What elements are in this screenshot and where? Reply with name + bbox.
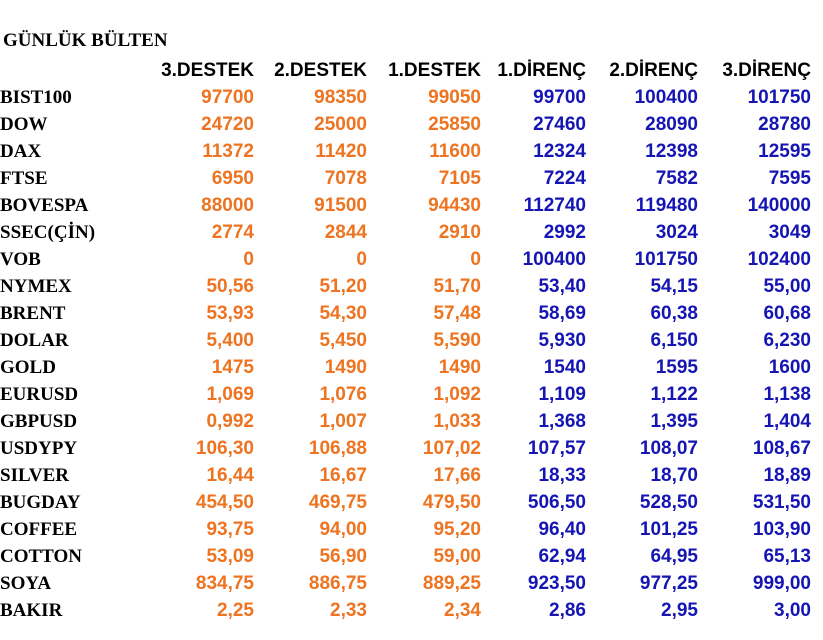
table-row (0, 462, 811, 489)
resistance-1-value: 27460 (533, 114, 586, 135)
support-2-value: 2,33 (330, 600, 367, 621)
support-2-value: 56,90 (319, 546, 367, 567)
support-2-value: 16,67 (319, 465, 367, 486)
header-row (0, 57, 811, 84)
resistance-3-value: 108,67 (752, 438, 811, 459)
levels-table (0, 57, 811, 624)
resistance-3-value: 65,13 (763, 546, 811, 567)
resistance-3-value: 3049 (768, 222, 811, 243)
support-3-value: 53,93 (206, 303, 254, 324)
page-title: GÜNLÜK BÜLTEN (3, 30, 168, 51)
resistance-2-value: 3024 (655, 222, 698, 243)
resistance-2-value: 18,70 (650, 465, 698, 486)
resistance-2-value: 108,07 (639, 438, 698, 459)
table-row (0, 138, 811, 165)
support-3-value: 16,44 (206, 465, 254, 486)
header-resistance-3: 3.DİRENÇ (722, 60, 811, 81)
resistance-3-value: 531,50 (752, 492, 811, 513)
instrument-name: NYMEX (0, 276, 72, 297)
support-2-value: 94,00 (319, 519, 367, 540)
instrument-name: DAX (0, 141, 42, 162)
table-row (0, 381, 811, 408)
instrument-name: GBPUSD (0, 411, 78, 432)
support-3-value: 834,75 (195, 573, 254, 594)
resistance-2-value: 64,95 (650, 546, 698, 567)
instrument-name: VOB (0, 249, 41, 270)
header-resistance-1: 1.DİRENÇ (497, 60, 586, 81)
resistance-3-value: 1,138 (763, 384, 811, 405)
resistance-3-value: 18,89 (763, 465, 811, 486)
resistance-1-value: 2992 (543, 222, 586, 243)
support-2-value: 7078 (324, 168, 367, 189)
support-1-value: 1,092 (433, 384, 481, 405)
resistance-3-value: 3,00 (774, 600, 811, 621)
support-3-value: 53,09 (206, 546, 254, 567)
resistance-2-value: 101750 (634, 249, 698, 270)
resistance-2-value: 6,150 (650, 330, 698, 351)
header-support-2: 2.DESTEK (274, 60, 367, 81)
table-row (0, 570, 811, 597)
resistance-3-value: 102400 (747, 249, 811, 270)
resistance-1-value: 1,109 (538, 384, 586, 405)
resistance-3-value: 999,00 (752, 573, 811, 594)
table-row (0, 219, 811, 246)
resistance-2-value: 100400 (634, 87, 698, 108)
instrument-name: DOW (0, 114, 48, 135)
table-row (0, 354, 811, 381)
instrument-name: BRENT (0, 303, 66, 324)
resistance-1-value: 18,33 (538, 465, 586, 486)
support-3-value: 6950 (211, 168, 254, 189)
instrument-name: SOYA (0, 573, 52, 594)
support-3-value: 0,992 (206, 411, 254, 432)
resistance-3-value: 140000 (747, 195, 811, 216)
resistance-2-value: 977,25 (639, 573, 698, 594)
resistance-1-value: 1,368 (538, 411, 586, 432)
support-2-value: 886,75 (308, 573, 367, 594)
support-1-value: 57,48 (433, 303, 481, 324)
resistance-1-value: 2,86 (549, 600, 586, 621)
support-3-value: 1475 (211, 357, 254, 378)
table-row (0, 435, 811, 462)
support-3-value: 50,56 (206, 276, 254, 297)
resistance-2-value: 2,95 (661, 600, 698, 621)
resistance-3-value: 1600 (768, 357, 811, 378)
support-3-value: 5,400 (206, 330, 254, 351)
resistance-1-value: 53,40 (538, 276, 586, 297)
table-row (0, 300, 811, 327)
support-2-value: 1,076 (319, 384, 367, 405)
support-1-value: 17,66 (433, 465, 481, 486)
resistance-2-value: 119480 (635, 195, 698, 216)
resistance-2-value: 28090 (645, 114, 698, 135)
resistance-2-value: 101,25 (639, 519, 698, 540)
table-row (0, 408, 811, 435)
support-1-value: 25850 (428, 114, 481, 135)
resistance-2-value: 528,50 (639, 492, 698, 513)
support-1-value: 11600 (429, 141, 481, 162)
table-row (0, 489, 811, 516)
support-2-value: 469,75 (308, 492, 367, 513)
support-3-value: 454,50 (195, 492, 254, 513)
table-row (0, 273, 811, 300)
resistance-2-value: 54,15 (650, 276, 698, 297)
instrument-name: SILVER (0, 465, 70, 486)
support-3-value: 1,069 (206, 384, 254, 405)
instrument-name: BOVESPA (0, 195, 89, 216)
resistance-2-value: 7582 (655, 168, 698, 189)
resistance-2-value: 1595 (655, 357, 698, 378)
resistance-1-value: 58,69 (538, 303, 586, 324)
instrument-name: COFFEE (0, 519, 78, 540)
support-1-value: 0 (470, 249, 481, 270)
resistance-3-value: 1,404 (763, 411, 811, 432)
resistance-2-value: 1,122 (650, 384, 698, 405)
support-1-value: 51,70 (433, 276, 481, 297)
resistance-1-value: 96,40 (538, 519, 586, 540)
table-row (0, 111, 811, 138)
resistance-1-value: 923,50 (527, 573, 586, 594)
support-1-value: 889,25 (422, 573, 481, 594)
resistance-1-value: 112740 (523, 195, 586, 216)
support-1-value: 7105 (438, 168, 481, 189)
resistance-1-value: 1540 (543, 357, 586, 378)
instrument-name: USDYPY (0, 438, 78, 459)
resistance-2-value: 12398 (645, 141, 698, 162)
resistance-2-value: 60,38 (650, 303, 698, 324)
instrument-name: COTTON (0, 546, 83, 567)
support-3-value: 2,25 (217, 600, 254, 621)
resistance-3-value: 55,00 (763, 276, 811, 297)
support-2-value: 0 (356, 249, 367, 270)
support-2-value: 5,450 (319, 330, 367, 351)
table-row (0, 516, 811, 543)
support-2-value: 51,20 (319, 276, 367, 297)
table-row (0, 543, 811, 570)
resistance-3-value: 12595 (758, 141, 811, 162)
support-2-value: 11420 (315, 141, 367, 162)
support-1-value: 107,02 (422, 438, 481, 459)
support-1-value: 94430 (428, 195, 481, 216)
instrument-name: BAKIR (0, 600, 63, 621)
support-2-value: 1,007 (319, 411, 367, 432)
table-row (0, 246, 811, 273)
support-1-value: 1,033 (433, 411, 481, 432)
header-resistance-2: 2.DİRENÇ (609, 60, 698, 81)
support-1-value: 99050 (428, 87, 481, 108)
support-3-value: 93,75 (206, 519, 254, 540)
resistance-1-value: 7224 (543, 168, 586, 189)
header-support-1: 1.DESTEK (388, 60, 481, 81)
resistance-3-value: 28780 (758, 114, 811, 135)
support-2-value: 98350 (314, 87, 367, 108)
support-1-value: 2,34 (444, 600, 481, 621)
support-1-value: 2910 (438, 222, 481, 243)
resistance-1-value: 100400 (522, 249, 586, 270)
instrument-name: DOLAR (0, 330, 69, 351)
support-1-value: 5,590 (433, 330, 481, 351)
resistance-3-value: 7595 (768, 168, 811, 189)
instrument-name: EURUSD (0, 384, 79, 405)
instrument-name: BUGDAY (0, 492, 81, 513)
support-1-value: 1490 (438, 357, 481, 378)
table-row (0, 84, 811, 111)
support-3-value: 97700 (201, 87, 254, 108)
header-support-3: 3.DESTEK (161, 60, 254, 81)
support-3-value: 88000 (201, 195, 254, 216)
resistance-1-value: 12324 (533, 141, 586, 162)
support-3-value: 24720 (201, 114, 254, 135)
resistance-1-value: 62,94 (538, 546, 586, 567)
resistance-1-value: 506,50 (527, 492, 586, 513)
table-row (0, 327, 811, 354)
support-2-value: 2844 (324, 222, 367, 243)
resistance-3-value: 103,90 (752, 519, 811, 540)
resistance-1-value: 5,930 (538, 330, 586, 351)
resistance-1-value: 99700 (533, 87, 586, 108)
instrument-name: SSEC(ÇİN) (0, 222, 96, 243)
support-2-value: 54,30 (319, 303, 367, 324)
support-3-value: 2774 (211, 222, 254, 243)
support-2-value: 91500 (314, 195, 367, 216)
support-1-value: 95,20 (433, 519, 481, 540)
support-3-value: 106,30 (195, 438, 254, 459)
instrument-name: GOLD (0, 357, 56, 378)
resistance-2-value: 1,395 (650, 411, 698, 432)
table-row (0, 192, 811, 219)
header-blank-cell (0, 57, 140, 84)
table-row (0, 597, 811, 624)
support-2-value: 106,88 (308, 438, 367, 459)
resistance-3-value: 60,68 (763, 303, 811, 324)
support-3-value: 0 (243, 249, 254, 270)
resistance-3-value: 101750 (747, 87, 811, 108)
resistance-3-value: 6,230 (763, 330, 811, 351)
support-2-value: 25000 (314, 114, 367, 135)
support-2-value: 1490 (324, 357, 367, 378)
instrument-name: FTSE (0, 168, 48, 189)
support-3-value: 11372 (202, 141, 254, 162)
support-1-value: 59,00 (433, 546, 481, 567)
support-1-value: 479,50 (422, 492, 481, 513)
table-body (0, 84, 811, 624)
table-row (0, 165, 811, 192)
instrument-name: BIST100 (0, 87, 72, 108)
resistance-1-value: 107,57 (527, 438, 586, 459)
